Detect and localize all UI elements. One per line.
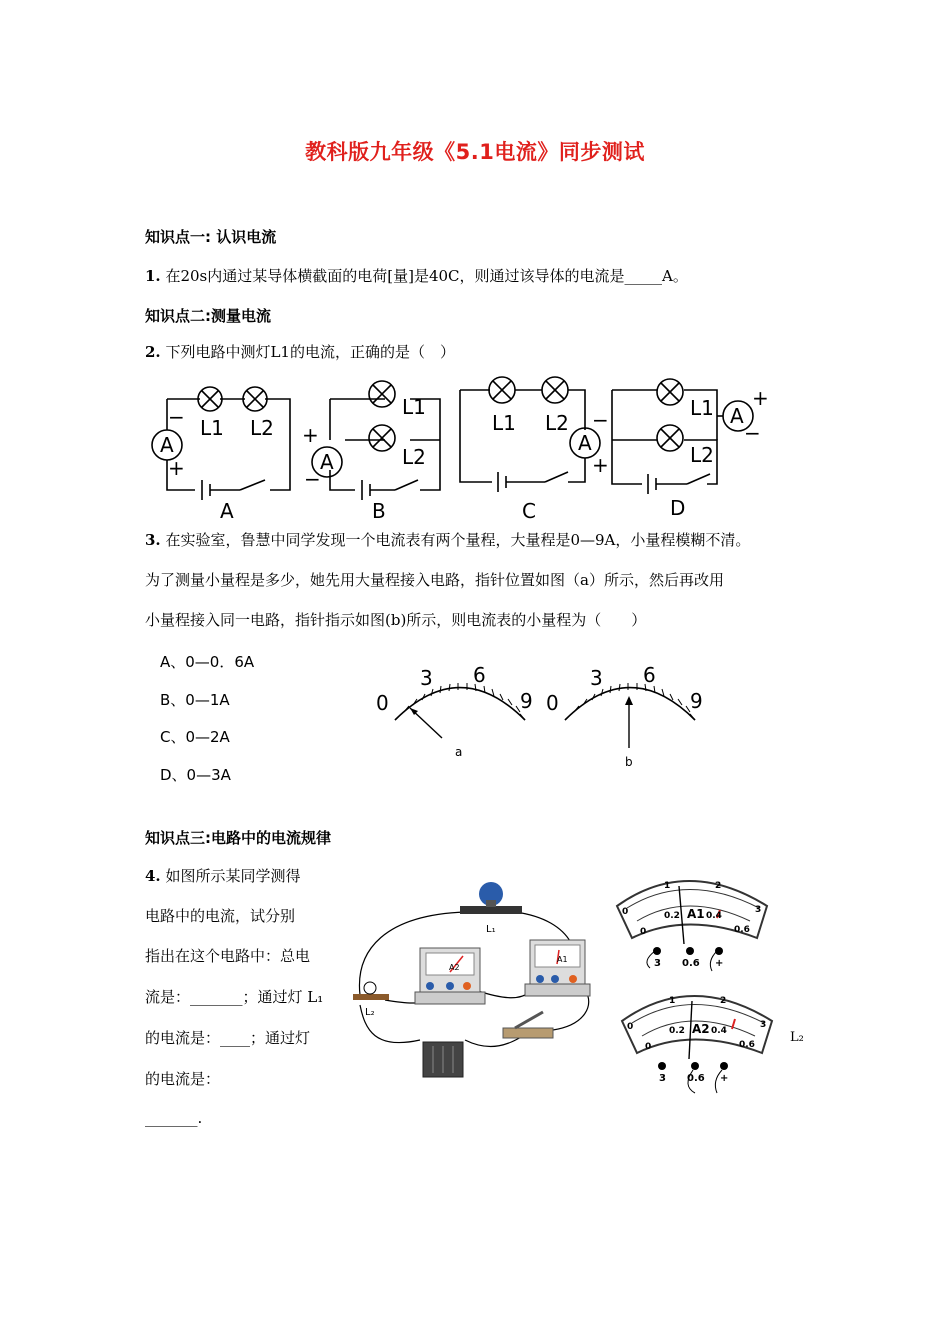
section-heading-1: 知识点一: 认识电流 (145, 228, 277, 246)
terminal-label: + (720, 1073, 729, 1084)
ammeter-symbol: A (578, 431, 592, 455)
question-4-line-4: 流是：_______；通过灯 L₁ (145, 988, 324, 1006)
tick-label: 0 (376, 691, 389, 715)
tick-label: 0 (640, 927, 647, 937)
tick-label: 9 (520, 689, 533, 713)
plus-sign: + (592, 453, 609, 477)
meter-label: A1 (687, 907, 705, 921)
physical-circuit-figure (345, 880, 610, 1100)
ammeter-symbol: A (730, 404, 744, 428)
switch-icon (503, 1012, 553, 1038)
question-number: 3. (145, 531, 161, 549)
option-label: A (220, 499, 234, 522)
battery-icon (423, 1042, 463, 1077)
circuit-d (612, 379, 753, 494)
section-heading-3: 知识点三:电路中的电流规律 (145, 829, 331, 847)
option-label: D (670, 496, 686, 520)
page-title: 教科版九年级《5.1电流》同步测试 (305, 140, 645, 164)
terminal-label: 0.6 (682, 958, 700, 969)
terminal-label: + (715, 958, 724, 969)
tick-label: 9 (690, 689, 703, 713)
option-a: A、0—0．6A (160, 653, 255, 671)
tick-label: 1 (664, 881, 671, 891)
tick-label: 6 (643, 663, 656, 687)
lamp-label: L1 (690, 396, 714, 420)
meter-label: A2 (449, 963, 460, 972)
plus-sign: + (752, 386, 769, 410)
option-b: B、0—1A (160, 691, 230, 709)
question-text: 如图所示某同学测得 (165, 867, 301, 885)
question-text: 在实验室，鲁慧中同学发现一个电流表有两个量程，大量程是0—9A，小量程模糊不清。 (165, 531, 751, 549)
tick-label: 2 (720, 996, 727, 1006)
option-label: C (522, 499, 536, 522)
ammeter-a1 (525, 940, 590, 996)
question-number: 1. (145, 267, 161, 285)
question-number: 4. (145, 867, 161, 885)
section-heading-2: 知识点二:测量电流 (145, 307, 271, 325)
tick-label: 0.6 (739, 1040, 755, 1050)
tick-label: 6 (473, 663, 486, 687)
tick-label: 0.4 (706, 911, 722, 921)
tick-label: 3 (760, 1020, 767, 1030)
meter-label: A1 (557, 955, 568, 964)
question-1 (145, 266, 825, 286)
option-label: B (372, 499, 386, 522)
minus-sign: − (168, 405, 185, 429)
ammeter-a2 (415, 948, 485, 1004)
question-3-line-3: 小量程接入同一电路，指针指示如图(b)所示，则电流表的小量程为（ ） (145, 611, 647, 629)
lamp-l2 (353, 982, 389, 1018)
ammeter-dial-a1 (617, 881, 767, 971)
ammeter-symbol: A (320, 450, 334, 474)
tick-label: 0 (627, 1022, 634, 1032)
terminal-label: 0.6 (687, 1073, 705, 1084)
option-d: D、0—3A (160, 766, 231, 784)
lamp-label: L1 (402, 395, 426, 419)
plus-sign: + (168, 456, 185, 480)
ammeter-scales-figure (612, 866, 812, 1106)
minus-sign: − (304, 467, 321, 491)
lamp-label: L2 (402, 445, 426, 469)
terminal-label: 3 (659, 1073, 666, 1084)
meter-label: A2 (692, 1022, 710, 1036)
lamp-label: L₂ (365, 1007, 375, 1018)
dial-label: b (625, 755, 633, 769)
tick-label: 1 (669, 996, 676, 1006)
tick-label: 0 (645, 1042, 652, 1052)
ammeter-dial-a2 (622, 996, 772, 1093)
tick-label: 3 (755, 905, 762, 915)
plus-sign: + (302, 423, 319, 447)
minus-sign: − (744, 421, 761, 445)
tick-label: 2 (715, 881, 722, 891)
lamp-label: L2 (250, 416, 274, 440)
lamp-label: L2 (690, 443, 714, 467)
terminal-label: 3 (654, 958, 661, 969)
tick-label: 3 (420, 666, 433, 690)
question-4-line-1 (145, 866, 300, 886)
circuit-diagrams-figure (140, 372, 790, 522)
lamp-label: L1 (200, 416, 224, 440)
tick-label: 0.2 (664, 911, 680, 921)
question-4-line-2: 电路中的电流，试分别 (145, 907, 296, 925)
question-4-line-7: _______. (145, 1109, 203, 1127)
tick-label: 0.2 (669, 1026, 685, 1036)
question-text: 下列电路中测灯L1的电流，正确的是（ ） (165, 343, 455, 361)
question-text: 在20s内通过某导体横截面的电荷[量]是40C，则通过该导体的电流是_____A。 (165, 267, 688, 285)
lamp-label: L2 (545, 411, 569, 435)
question-3 (145, 530, 825, 550)
lamp-label: L₁ (486, 924, 496, 935)
lamp-l1 (460, 882, 522, 935)
ammeter-dial-a (370, 660, 550, 770)
minus-sign: − (592, 408, 609, 432)
l2-side-label: L₂ (790, 1030, 804, 1045)
question-4-line-6: 的电流是： (145, 1070, 221, 1088)
question-3-line-2: 为了测量小量程是多少，她先用大量程接入电路，指针位置如图（a）所示，然后再改用 (145, 571, 724, 589)
dial-label: a (455, 745, 463, 759)
lamp-label: L1 (492, 411, 516, 435)
tick-label: 0 (622, 907, 629, 917)
tick-label: 0.6 (734, 925, 750, 935)
question-number: 2. (145, 343, 161, 361)
tick-label: 0.4 (711, 1026, 727, 1036)
question-4-line-3: 指出在这个电路中：总电 (145, 947, 311, 965)
tick-label: 3 (590, 666, 603, 690)
ammeter-dial-b (540, 660, 720, 775)
ammeter-symbol: A (160, 433, 174, 457)
question-4-line-5: 的电流是：____；通过灯 (145, 1029, 311, 1047)
question-2 (145, 342, 825, 362)
option-c: C、0—2A (160, 728, 230, 746)
tick-label: 0 (546, 691, 559, 715)
